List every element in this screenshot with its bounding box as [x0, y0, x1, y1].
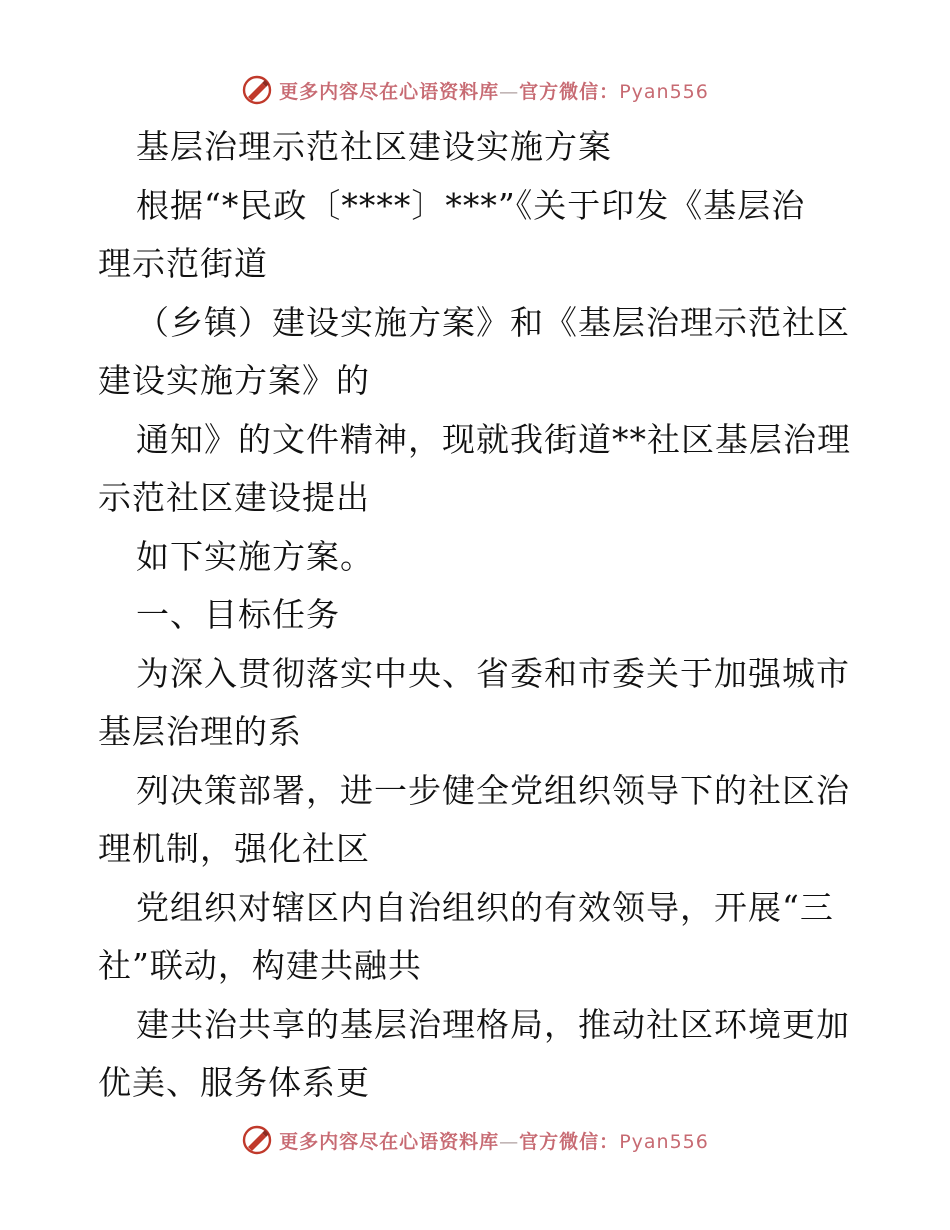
watermark-separator: — — [499, 1130, 520, 1153]
pen-logo-icon — [241, 74, 273, 106]
pen-logo-icon — [241, 1124, 273, 1156]
watermark-main-text: 更多内容尽在心语资料库 — [279, 80, 500, 103]
footer-watermark — [0, 1120, 950, 1160]
doc-line: 基层治理的系 — [98, 712, 302, 751]
section-heading: 一、目标任务 — [136, 595, 340, 634]
watermark-text — [279, 77, 709, 104]
doc-line: （乡镇）建设实施方案》和《基层治理示范社区 — [136, 302, 850, 342]
doc-line: 列决策部署，进一步健全党组织领导下的社区治 — [136, 770, 850, 810]
doc-line: 如下实施方案。 — [136, 536, 374, 576]
watermark-main-text: 更多内容尽在心语资料库 — [279, 1130, 500, 1153]
watermark-separator: — — [499, 80, 520, 103]
doc-line: 根据“*民政〔****〕***”《关于印发《基层治 — [136, 185, 806, 225]
doc-line: 通知》的文件精神，现就我街道**社区基层治理 — [136, 419, 851, 459]
doc-line: 社”联动，构建共融共 — [98, 946, 422, 985]
doc-line: 优美、服务体系更 — [98, 1063, 370, 1102]
doc-line: 理示范街道 — [98, 244, 268, 283]
watermark-wechat-label: 官方微信： — [519, 1130, 620, 1153]
doc-line: 为深入贯彻落实中央、省委和市委关于加强城市 — [136, 653, 850, 693]
header-watermark — [0, 70, 950, 110]
doc-line: 理机制，强化社区 — [98, 829, 370, 868]
watermark-wechat-id: Pyan556 — [619, 1130, 709, 1153]
doc-line: 建设实施方案》的 — [98, 361, 370, 400]
watermark-text — [279, 1127, 709, 1154]
watermark-wechat-label: 官方微信： — [519, 80, 620, 103]
watermark-wechat-id: Pyan556 — [619, 80, 709, 103]
doc-line: 建共治共享的基层治理格局，推动社区环境更加 — [136, 1004, 850, 1044]
document-body — [98, 118, 858, 1113]
doc-line: 党组织对辖区内自治组织的有效领导，开展“三 — [136, 887, 834, 927]
doc-title: 基层治理示范社区建设实施方案 — [136, 127, 612, 166]
doc-line: 示范社区建设提出 — [98, 478, 370, 517]
